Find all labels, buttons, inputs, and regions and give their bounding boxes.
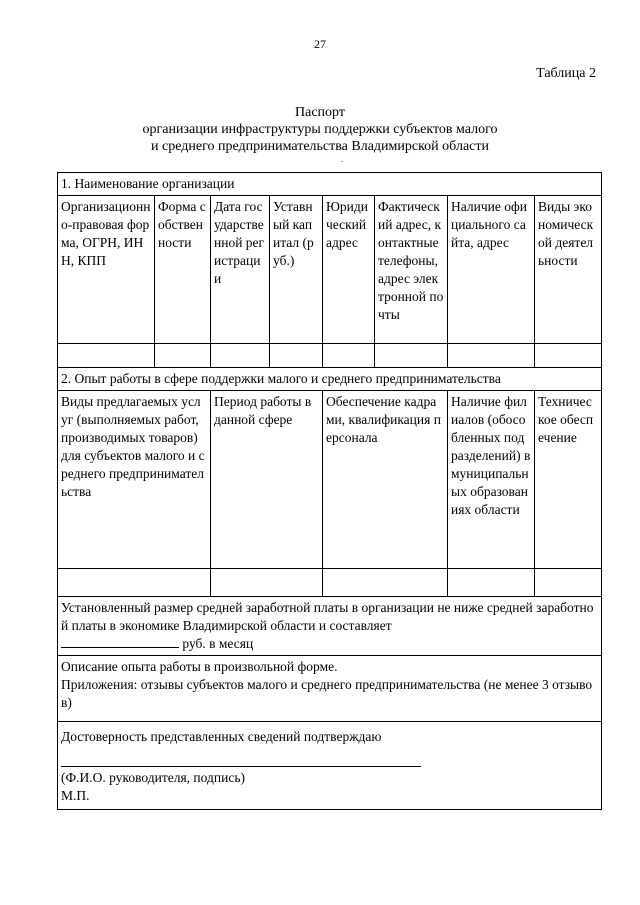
s1-col-legal-address: Юридический адрес	[323, 196, 375, 344]
s1-empty-cell[interactable]	[535, 344, 602, 368]
s1-col-ownership: Форма собственности	[155, 196, 211, 344]
salary-row	[58, 597, 602, 656]
s1-col-website: Наличие официального сайта, адрес	[448, 196, 535, 344]
scan-dot	[341, 161, 343, 162]
s1-col-activity: Виды экономической деятельности	[535, 196, 602, 344]
s2-empty-cell[interactable]	[58, 569, 211, 597]
section1-heading: 1. Наименование организации	[58, 173, 602, 196]
description-line-2: Приложения: отзывы субъектов малого и среднего предпринимательства (не менее 3 отзывов)	[61, 677, 593, 710]
title-line-1: Паспорт	[295, 105, 345, 120]
page-number: 27	[314, 37, 326, 51]
s1-empty-cell[interactable]	[323, 344, 375, 368]
section2-heading: 2. Опыт работы в сфере поддержки малого и среднего предпринимательства	[58, 368, 602, 391]
s2-col-branches: Наличие филиалов (обособленных подразделений) в муниципальных образованиях области	[448, 391, 535, 569]
s2-empty-cell[interactable]	[211, 569, 323, 597]
s2-col-staff: Обеспечение кадрами, квалификация персонала	[323, 391, 448, 569]
section1-columns-row	[58, 196, 602, 344]
s1-col-legal-form: Организационно-правовая форма, ОГРН, ИНН, КПП	[58, 196, 155, 344]
description-cell	[58, 656, 602, 722]
salary-suffix: руб. в месяц	[182, 636, 254, 651]
signature-caption: (Ф.И.О. руководителя, подпись)	[61, 770, 245, 785]
description-line-1: Описание опыта работы в произвольной форме.	[61, 659, 338, 674]
table-label: Таблица 2	[536, 66, 596, 81]
description-row	[58, 656, 602, 722]
salary-text: Установленный размер средней заработной платы в организации не ниже средней заработной платы в экономике Владимирской области и составляет	[61, 600, 594, 633]
s2-col-services: Виды предлагаемых услуг (выполняемых работ, производимых товаров) для субъектов малого и среднего предпринимательства	[58, 391, 211, 569]
passport-table	[57, 172, 602, 810]
section2-columns-row	[58, 391, 602, 569]
s2-col-technical: Техническое обеспечение	[535, 391, 602, 569]
s2-empty-cell[interactable]	[323, 569, 448, 597]
confirmation-row	[58, 722, 602, 810]
section2-heading-row	[58, 368, 602, 391]
s1-empty-cell[interactable]	[211, 344, 270, 368]
document-title	[0, 104, 640, 155]
s1-col-registration-date: Дата государственной регистрации	[211, 196, 270, 344]
s1-col-capital: Уставный капитал (руб.)	[270, 196, 323, 344]
salary-cell	[58, 597, 602, 656]
signature-line[interactable]	[61, 752, 421, 767]
stamp-label: М.П.	[61, 788, 90, 803]
s1-col-actual-address: Фактический адрес, контактные телефоны, адрес электронной почты	[375, 196, 448, 344]
s2-empty-cell[interactable]	[535, 569, 602, 597]
confirmation-text: Достоверность представленных сведений подтверждаю	[61, 729, 382, 744]
section2-empty-row	[58, 569, 602, 597]
s1-empty-cell[interactable]	[270, 344, 323, 368]
section1-empty-row	[58, 344, 602, 368]
s1-empty-cell[interactable]	[58, 344, 155, 368]
confirmation-cell	[58, 722, 602, 810]
salary-amount-blank[interactable]	[61, 635, 179, 648]
section1-heading-row	[58, 173, 602, 196]
s1-empty-cell[interactable]	[155, 344, 211, 368]
s2-empty-cell[interactable]	[448, 569, 535, 597]
s1-empty-cell[interactable]	[375, 344, 448, 368]
s2-col-period: Период работы в данной сфере	[211, 391, 323, 569]
title-line-3: и среднего предпринимательства Владимирской области	[151, 139, 489, 154]
title-line-2: организации инфраструктуры поддержки субъектов малого	[142, 122, 498, 137]
s1-empty-cell[interactable]	[448, 344, 535, 368]
